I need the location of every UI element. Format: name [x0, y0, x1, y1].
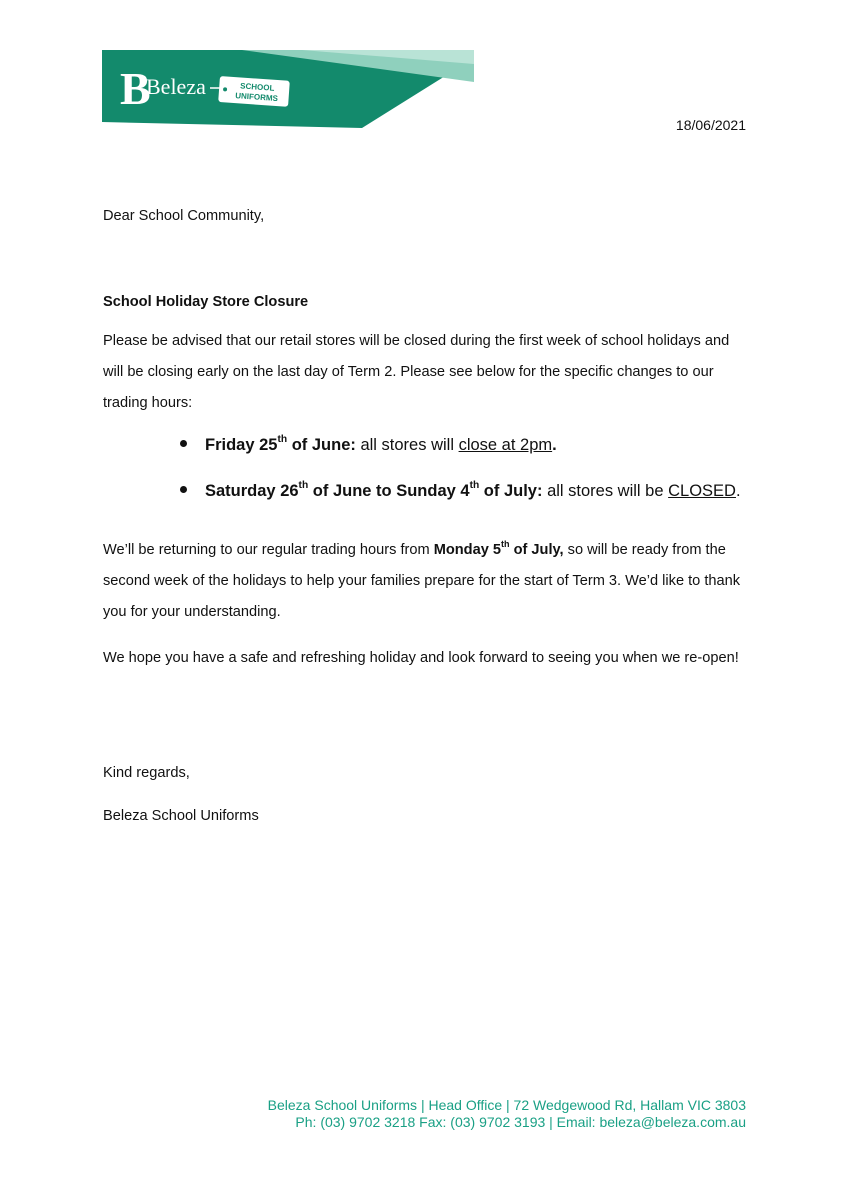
greeting: Dear School Community,: [103, 208, 265, 224]
returning-paragraph: We’ll be returning to our regular trading hours from Monday 5th of July, so will be ready from the second week of the holidays to help your families prepare for the start of Term 3. We’d like to thank you for your understanding.: [103, 538, 741, 620]
intro-paragraph: Please be advised that our retail stores will be closed during the first week of school holidays and will be closing early on the last day of Term 2. Please see below for the specific changes to our trading hours:: [103, 333, 730, 411]
footer-contact: Ph: (03) 9702 3218 Fax: (03) 9702 3193 | Email: beleza@beleza.com.au: [295, 1114, 746, 1130]
sign-off: Kind regards,: [103, 765, 190, 781]
list-item: Friday 25th of June: all stores will close at 2pm.: [180, 436, 557, 455]
svg-text:SCHOOL: SCHOOL: [239, 81, 275, 93]
bullet-icon: [180, 486, 187, 493]
letter-date: 18/06/2021: [675, 117, 746, 133]
svg-text:B: B: [120, 63, 151, 114]
svg-text:UNIFORMS: UNIFORMS: [235, 91, 279, 104]
signature: Beleza School Uniforms: [103, 808, 259, 824]
letter-heading: School Holiday Store Closure: [103, 294, 309, 310]
hope-paragraph: We hope you have a safe and refreshing holiday and look forward to seeing you when we re-open!: [103, 650, 739, 666]
footer-address: Beleza School Uniforms | Head Office | 72 Wedgewood Rd, Hallam VIC 3803: [267, 1097, 746, 1113]
list-item: Saturday 26th of June to Sunday 4th of July: all stores will be CLOSED.: [180, 482, 741, 501]
beleza-logo: [102, 50, 474, 130]
bullet-icon: [180, 440, 187, 447]
footer: [200, 1097, 746, 1131]
logo-brand-text: Beleza: [146, 74, 206, 99]
